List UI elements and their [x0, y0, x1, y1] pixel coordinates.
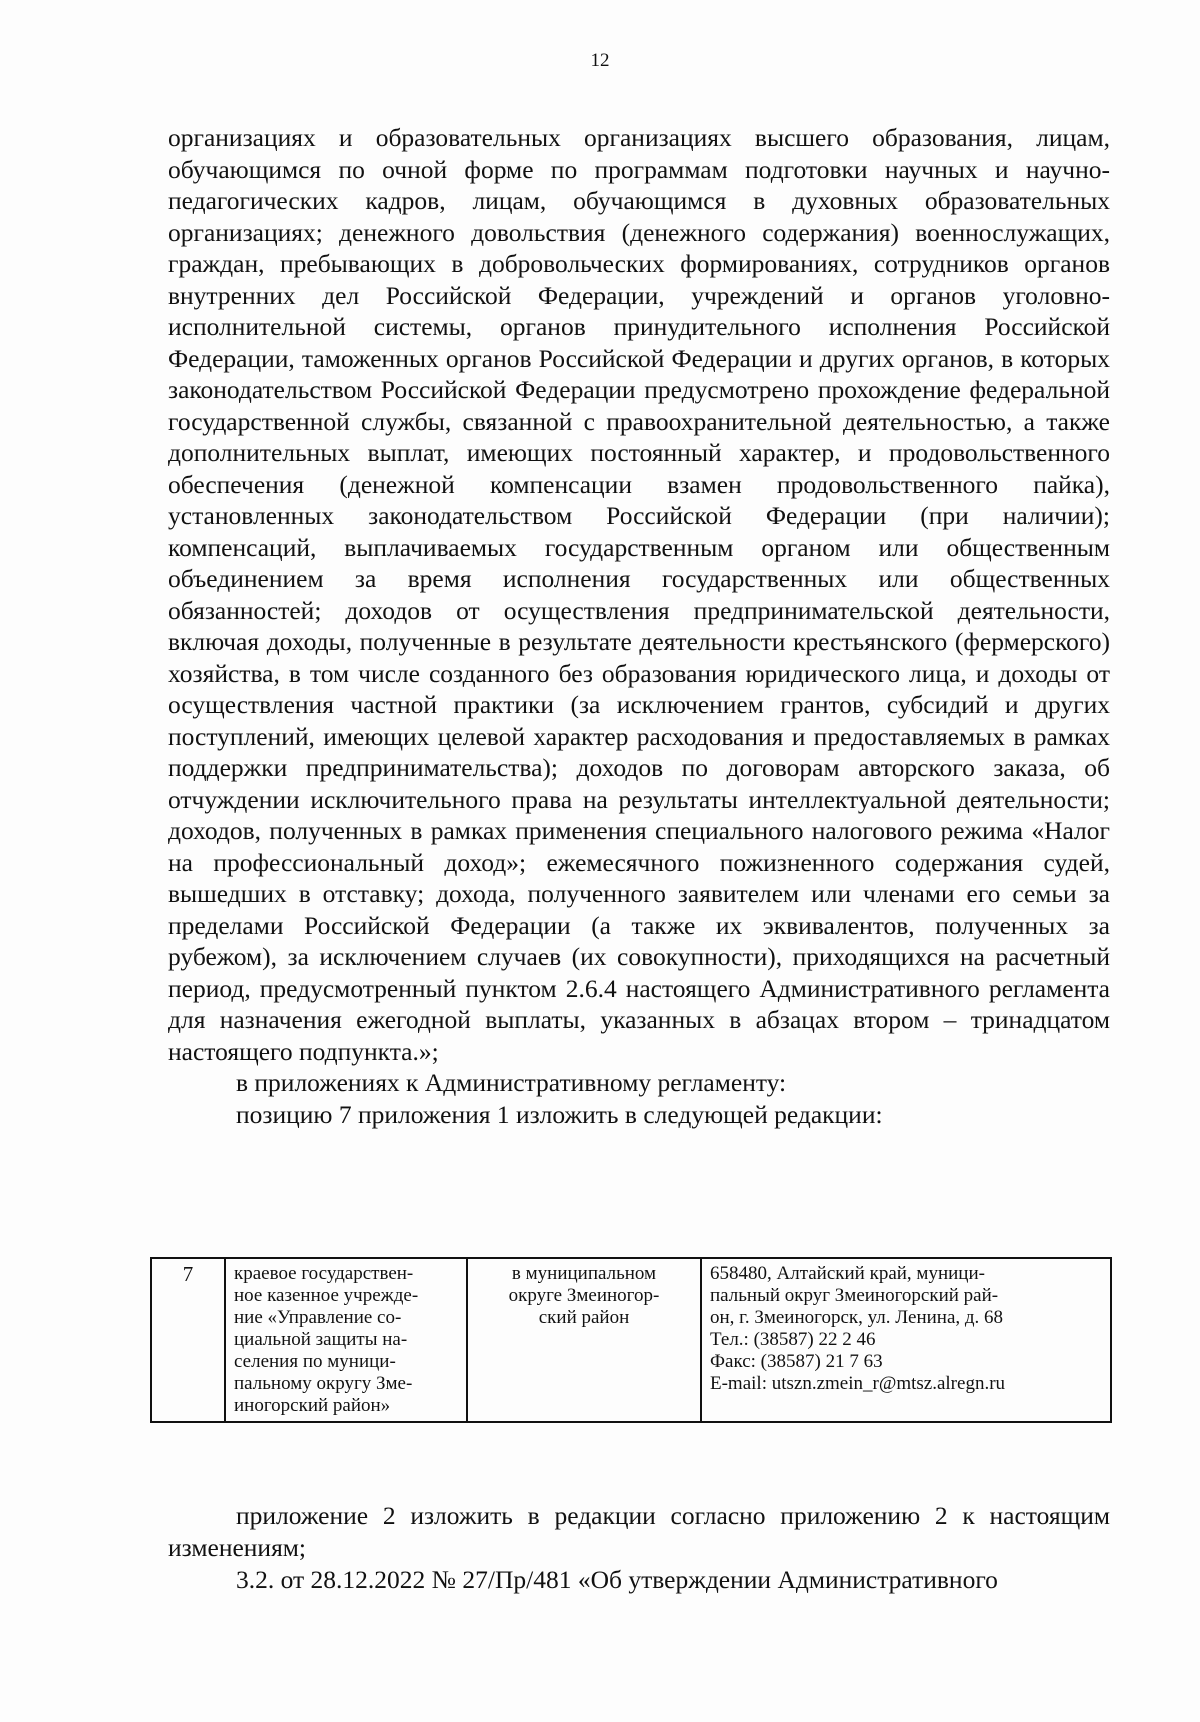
email-line: E-mail: utszn.zmein_r@mtsz.alregn.ru: [710, 1373, 1006, 1394]
address-cell: [701, 1258, 1111, 1422]
paragraph-position-7: позицию 7 приложения 1 изложить в следующей редакции:: [236, 1099, 883, 1129]
location-cell: [467, 1258, 701, 1422]
table-row: [151, 1258, 1111, 1422]
institution-cell: [225, 1258, 467, 1422]
fax-line: Факс: (38587) 21 7 63: [710, 1351, 883, 1372]
institution-line: циальной защиты на-: [234, 1329, 408, 1350]
page-number: 12: [590, 50, 610, 71]
institution-line: иногорский район»: [234, 1395, 391, 1416]
location-line: округе Змеиногор-: [508, 1285, 660, 1306]
text-after-table: [168, 1500, 1110, 1596]
paragraph-3-2: 3.2. от 28.12.2022 № 27/Пр/481 «Об утверждении Административного: [236, 1565, 998, 1594]
main-paragraph: организациях и образовательных организациях высшего образования, лицам, обучающимся по очной форме по программам подготовки научных и научно-педагогических кадров, лицам, обучающимся в духовных образовательных организациях; денежного довольствия (денежного содержания) военнослужащих, граждан, пребывающих в добровольческих формированиях, сотрудников органов внутренних дел Российской Федерации, учреждений и органов уголовно-исполнительной системы, органов принудительного исполнения Российской Федерации, таможенных органов Российской Федерации и других органов, в которых законодательством Российской Федерации предусмотрено прохождение федеральной государственной службы, связанной с правоохранительной деятельностью, а также дополнительных выплат, имеющих постоянный характер, и продовольственного обеспечения (денежной компенсации взамен продовольственного пайка), установленных законодательством Российской Федерации (при наличии); компенсаций, выплачиваемых государственным органом или общественным объединением за время исполнения государственных или общественных обязанностей; доходов от осуществления предпринимательской деятельности, включая доходы, полученные в результате деятельности крестьянского (фермерского) хозяйства, в том числе созданного без образования юридического лица, и доходы от осуществления частной практики (за исключением грантов, субсидий и других поступлений, имеющих целевой характер расходования и предоставляемых в рамках поддержки предпринимательства); доходов по договорам авторского заказа, об отчуждении исключительного права на результаты интеллектуальной деятельности; доходов, полученных в рамках применения специального налогового режима «Налог на профессиональный доход»; ежемесячного пожизненного содержания судей, вышедших в отставку; дохода, полученного заявителем или членами его семьи за пределами Российской Федерации (а также их эквивалентов, полученных за рубежом), за исключением случаев (их совокупности), приходящихся на расчетный период, предусмотренный пунктом 2.6.4 настоящего Административного регламента для назначения ежегодной выплаты, указанных в абзацах втором – тринадцатом настоящего подпункта.»;: [168, 123, 1110, 1066]
address-line: пальный округ Змеиногорский рай-: [710, 1285, 999, 1306]
location-line: в муниципальном: [511, 1263, 657, 1284]
institution-line: ние «Управление со-: [234, 1307, 402, 1328]
body-text: [168, 122, 1110, 1130]
position-7-table: [150, 1257, 1112, 1423]
phone-line: Тел.: (38587) 22 2 46: [710, 1329, 876, 1350]
address-line: он, г. Змеиногорск, ул. Ленина, д. 68: [710, 1307, 1004, 1328]
paragraph-appendices: в приложениях к Административному регламенту:: [236, 1068, 787, 1097]
institution-line: краевое государствен-: [234, 1263, 414, 1284]
position-number-cell: 7: [151, 1258, 225, 1422]
address-line: 658480, Алтайский край, муници-: [710, 1263, 985, 1284]
institution-line: пальному округу Зме-: [234, 1373, 413, 1394]
paragraph-appendix-2: приложение 2 изложить в редакции согласно приложению 2 к настоящим изменениям;: [168, 1501, 1110, 1562]
institution-line: селения по муници-: [234, 1351, 396, 1372]
institution-line: ное казенное учрежде-: [234, 1285, 419, 1306]
location-line: ский район: [538, 1307, 630, 1328]
